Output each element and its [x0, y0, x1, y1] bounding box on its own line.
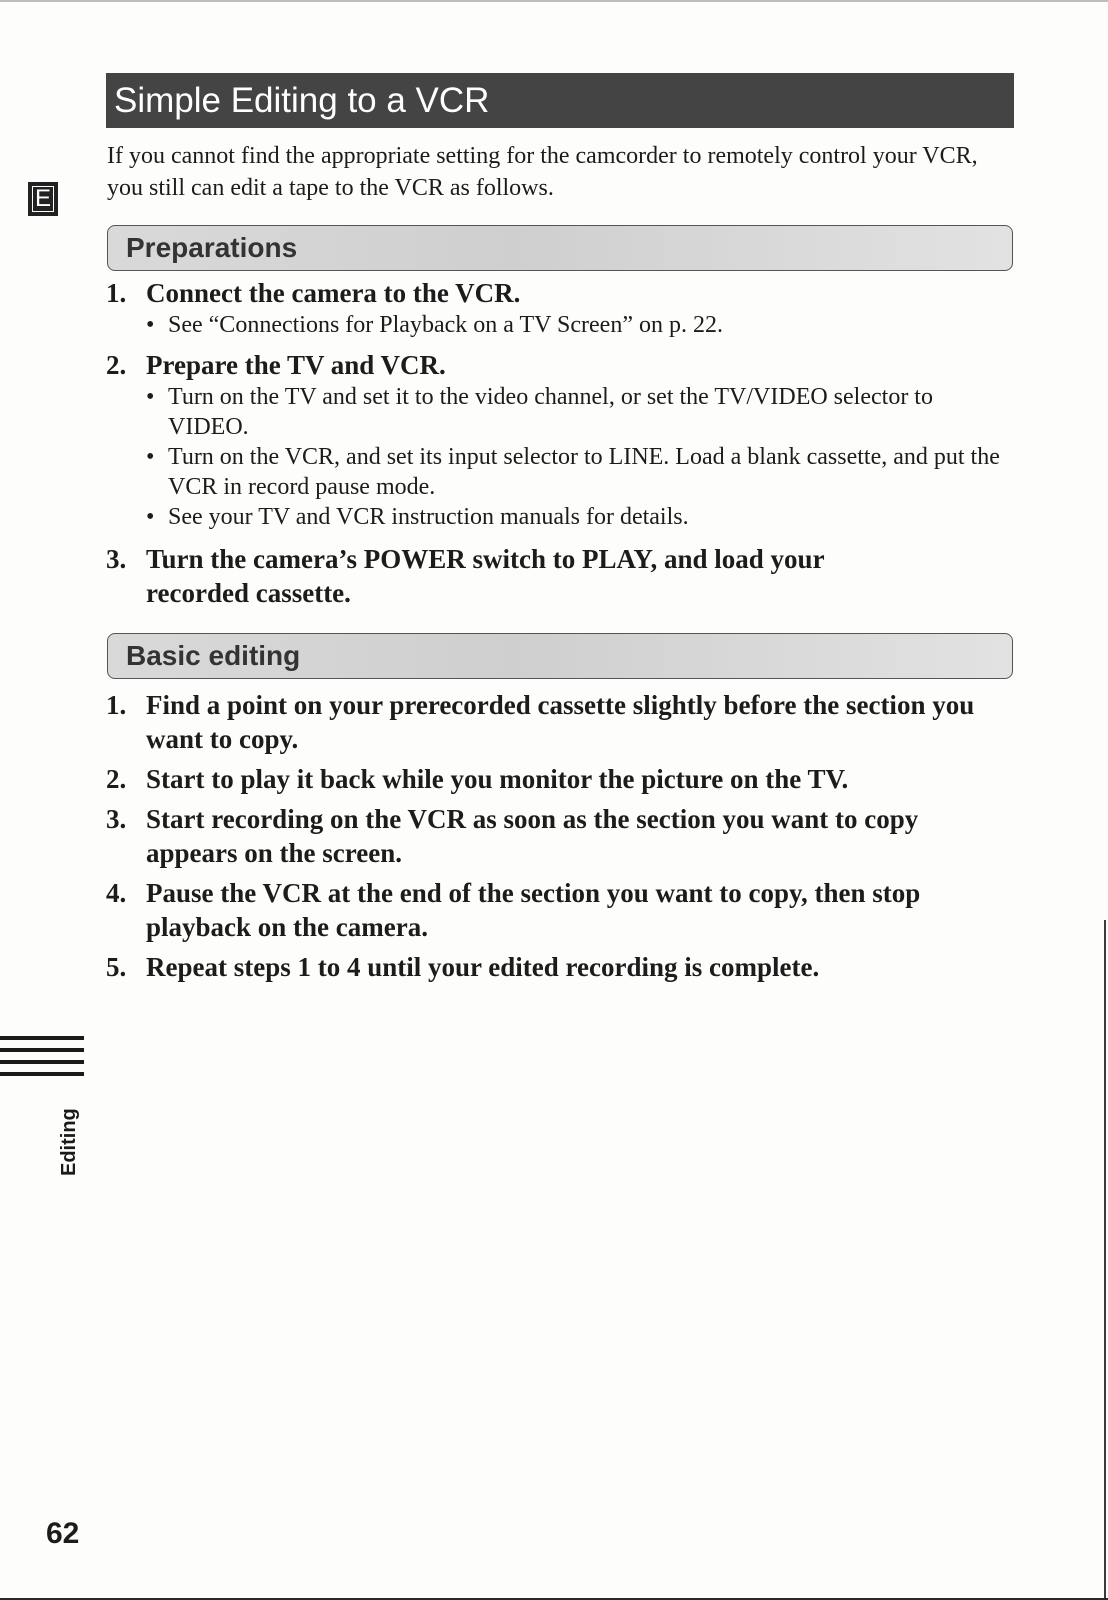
bullet-item: • Turn on the VCR, and set its input selector to LINE. Load a blank cassette, and put the VCR in record pause mode. — [146, 442, 1016, 502]
step-item — [106, 542, 1016, 610]
marker-bar — [0, 1048, 84, 1052]
step-text: Connect the camera to the VCR. — [146, 278, 521, 308]
page-edge-right — [1104, 920, 1106, 1600]
marker-bar — [0, 1036, 84, 1040]
language-badge — [28, 182, 58, 216]
intro-paragraph: If you cannot find the appropriate setting for the camcorder to remotely control your VCR, you still can edit a tape to the VCR as follows. — [107, 143, 978, 201]
step-item — [106, 276, 1016, 340]
basic-editing-steps — [106, 688, 1016, 984]
step-item — [106, 876, 1016, 944]
bullet-item: • See your TV and VCR instruction manuals for details. — [146, 502, 1016, 532]
section-heading-preparations: Preparations — [107, 225, 1013, 271]
page-edge-top — [0, 0, 1108, 2]
language-badge-label: E — [32, 186, 54, 212]
step-item — [106, 762, 1016, 796]
step-item — [106, 348, 1016, 532]
preparations-steps — [106, 276, 1016, 610]
marker-bar — [0, 1060, 84, 1064]
step-number: 5. — [106, 952, 127, 982]
section-heading-basic-editing: Basic editing — [107, 633, 1013, 679]
step-text: Find a point on your prerecorded cassette slightly before the section you want to copy. — [146, 690, 975, 754]
step-item — [106, 688, 1016, 756]
bullet-list — [146, 310, 1016, 340]
step-number: 4. — [106, 878, 127, 908]
step-text: Prepare the TV and VCR. — [146, 350, 446, 380]
step-number: 1. — [106, 278, 127, 308]
step-text: Turn the camera’s POWER switch to PLAY, and load your recorded cassette. — [146, 544, 825, 608]
step-text: Start recording on the VCR as soon as the section you want to copy appears on the screen. — [146, 804, 919, 868]
step-number: 2. — [106, 764, 127, 794]
step-text: Repeat steps 1 to 4 until your edited recording is complete. — [146, 952, 820, 982]
bullet-item: • See “Connections for Playback on a TV Screen” on p. 22. — [146, 310, 1016, 340]
step-number: 3. — [106, 544, 127, 574]
page-title: Simple Editing to a VCR — [106, 73, 1014, 128]
step-item — [106, 802, 1016, 870]
marker-bar — [0, 1072, 84, 1076]
step-number: 3. — [106, 804, 127, 834]
step-text: Start to play it back while you monitor the picture on the TV. — [146, 764, 849, 794]
step-text: Pause the VCR at the end of the section you want to copy, then stop playback on the camera. — [146, 878, 921, 942]
step-number: 1. — [106, 690, 127, 720]
page-number: 62 — [46, 1517, 80, 1550]
bullet-list — [146, 382, 1016, 532]
step-number: 2. — [106, 350, 127, 380]
step-item — [106, 950, 1016, 984]
chapter-side-tab: Editing — [58, 1108, 80, 1176]
bullet-item: • Turn on the TV and set it to the video channel, or set the TV/VIDEO selector to VIDEO. — [146, 382, 1016, 442]
chapter-marker-bars — [0, 1036, 84, 1084]
